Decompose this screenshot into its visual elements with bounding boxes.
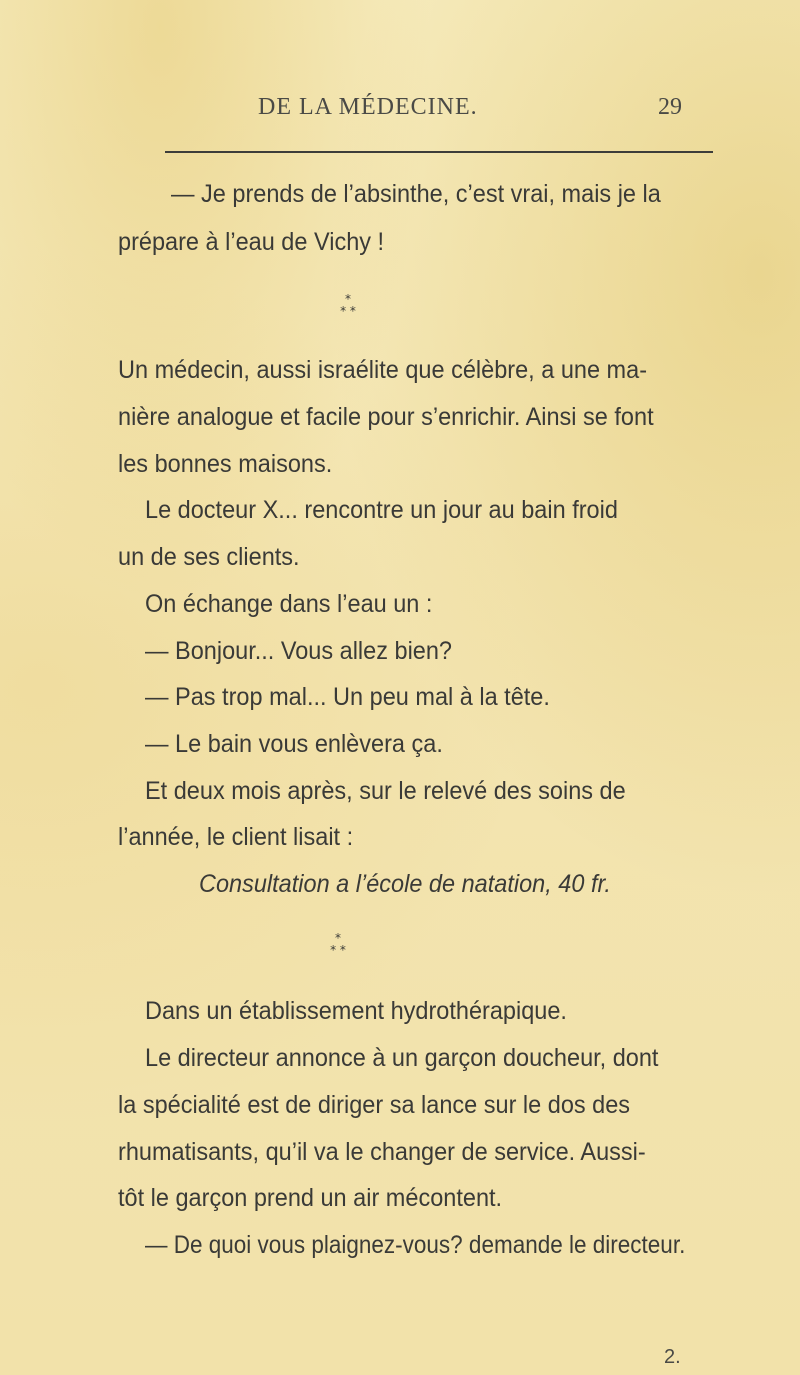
text-line: rhumatisants, qu’il va le changer de service. Aussi- xyxy=(118,1138,646,1166)
text-line: tôt le garçon prend un air mécontent. xyxy=(118,1184,503,1212)
text-line: Un médecin, aussi israélite que célèbre, a une ma- xyxy=(118,356,648,384)
text-line: Et deux mois après, sur le relevé des soins de xyxy=(145,777,626,805)
text-line: — Pas trop mal... Un peu mal à la tête. xyxy=(145,683,550,711)
signature-mark: 2. xyxy=(664,1346,681,1368)
text-line: Dans un établissement hydrothérapique. xyxy=(145,997,567,1025)
text-line: Le docteur X... rencontre un jour au bain froid xyxy=(145,496,618,524)
text-line: — Le bain vous enlèvera ça. xyxy=(145,730,443,758)
text-line: l’année, le client lisait : xyxy=(118,823,354,851)
section-separator: * * * xyxy=(330,931,346,957)
page-number: 29 xyxy=(658,94,682,120)
text-line: prépare à l’eau de Vichy ! xyxy=(118,228,385,256)
text-line: la spécialité est de diriger sa lance sur le dos des xyxy=(118,1091,631,1119)
text-line: un de ses clients. xyxy=(118,543,300,571)
running-title: DE LA MÉDECINE. xyxy=(258,94,478,120)
text-line: On échange dans l’eau un : xyxy=(145,590,433,618)
quoted-invoice-line: Consultation a l’école de natation, 40 fr. xyxy=(199,870,611,898)
text-line: les bonnes maisons. xyxy=(118,450,333,478)
text-line: Le directeur annonce à un garçon doucheur, dont xyxy=(145,1044,659,1072)
text-line: — De quoi vous plaignez-vous? demande le directeur. xyxy=(145,1231,686,1259)
section-separator: * * * xyxy=(340,292,356,318)
text-line: — Je prends de l’absinthe, c’est vrai, mais je la xyxy=(171,180,661,208)
text-line: nière analogue et facile pour s’enrichir. Ainsi se font xyxy=(118,403,654,431)
header-rule xyxy=(165,151,713,153)
text-line: — Bonjour... Vous allez bien? xyxy=(145,637,453,665)
